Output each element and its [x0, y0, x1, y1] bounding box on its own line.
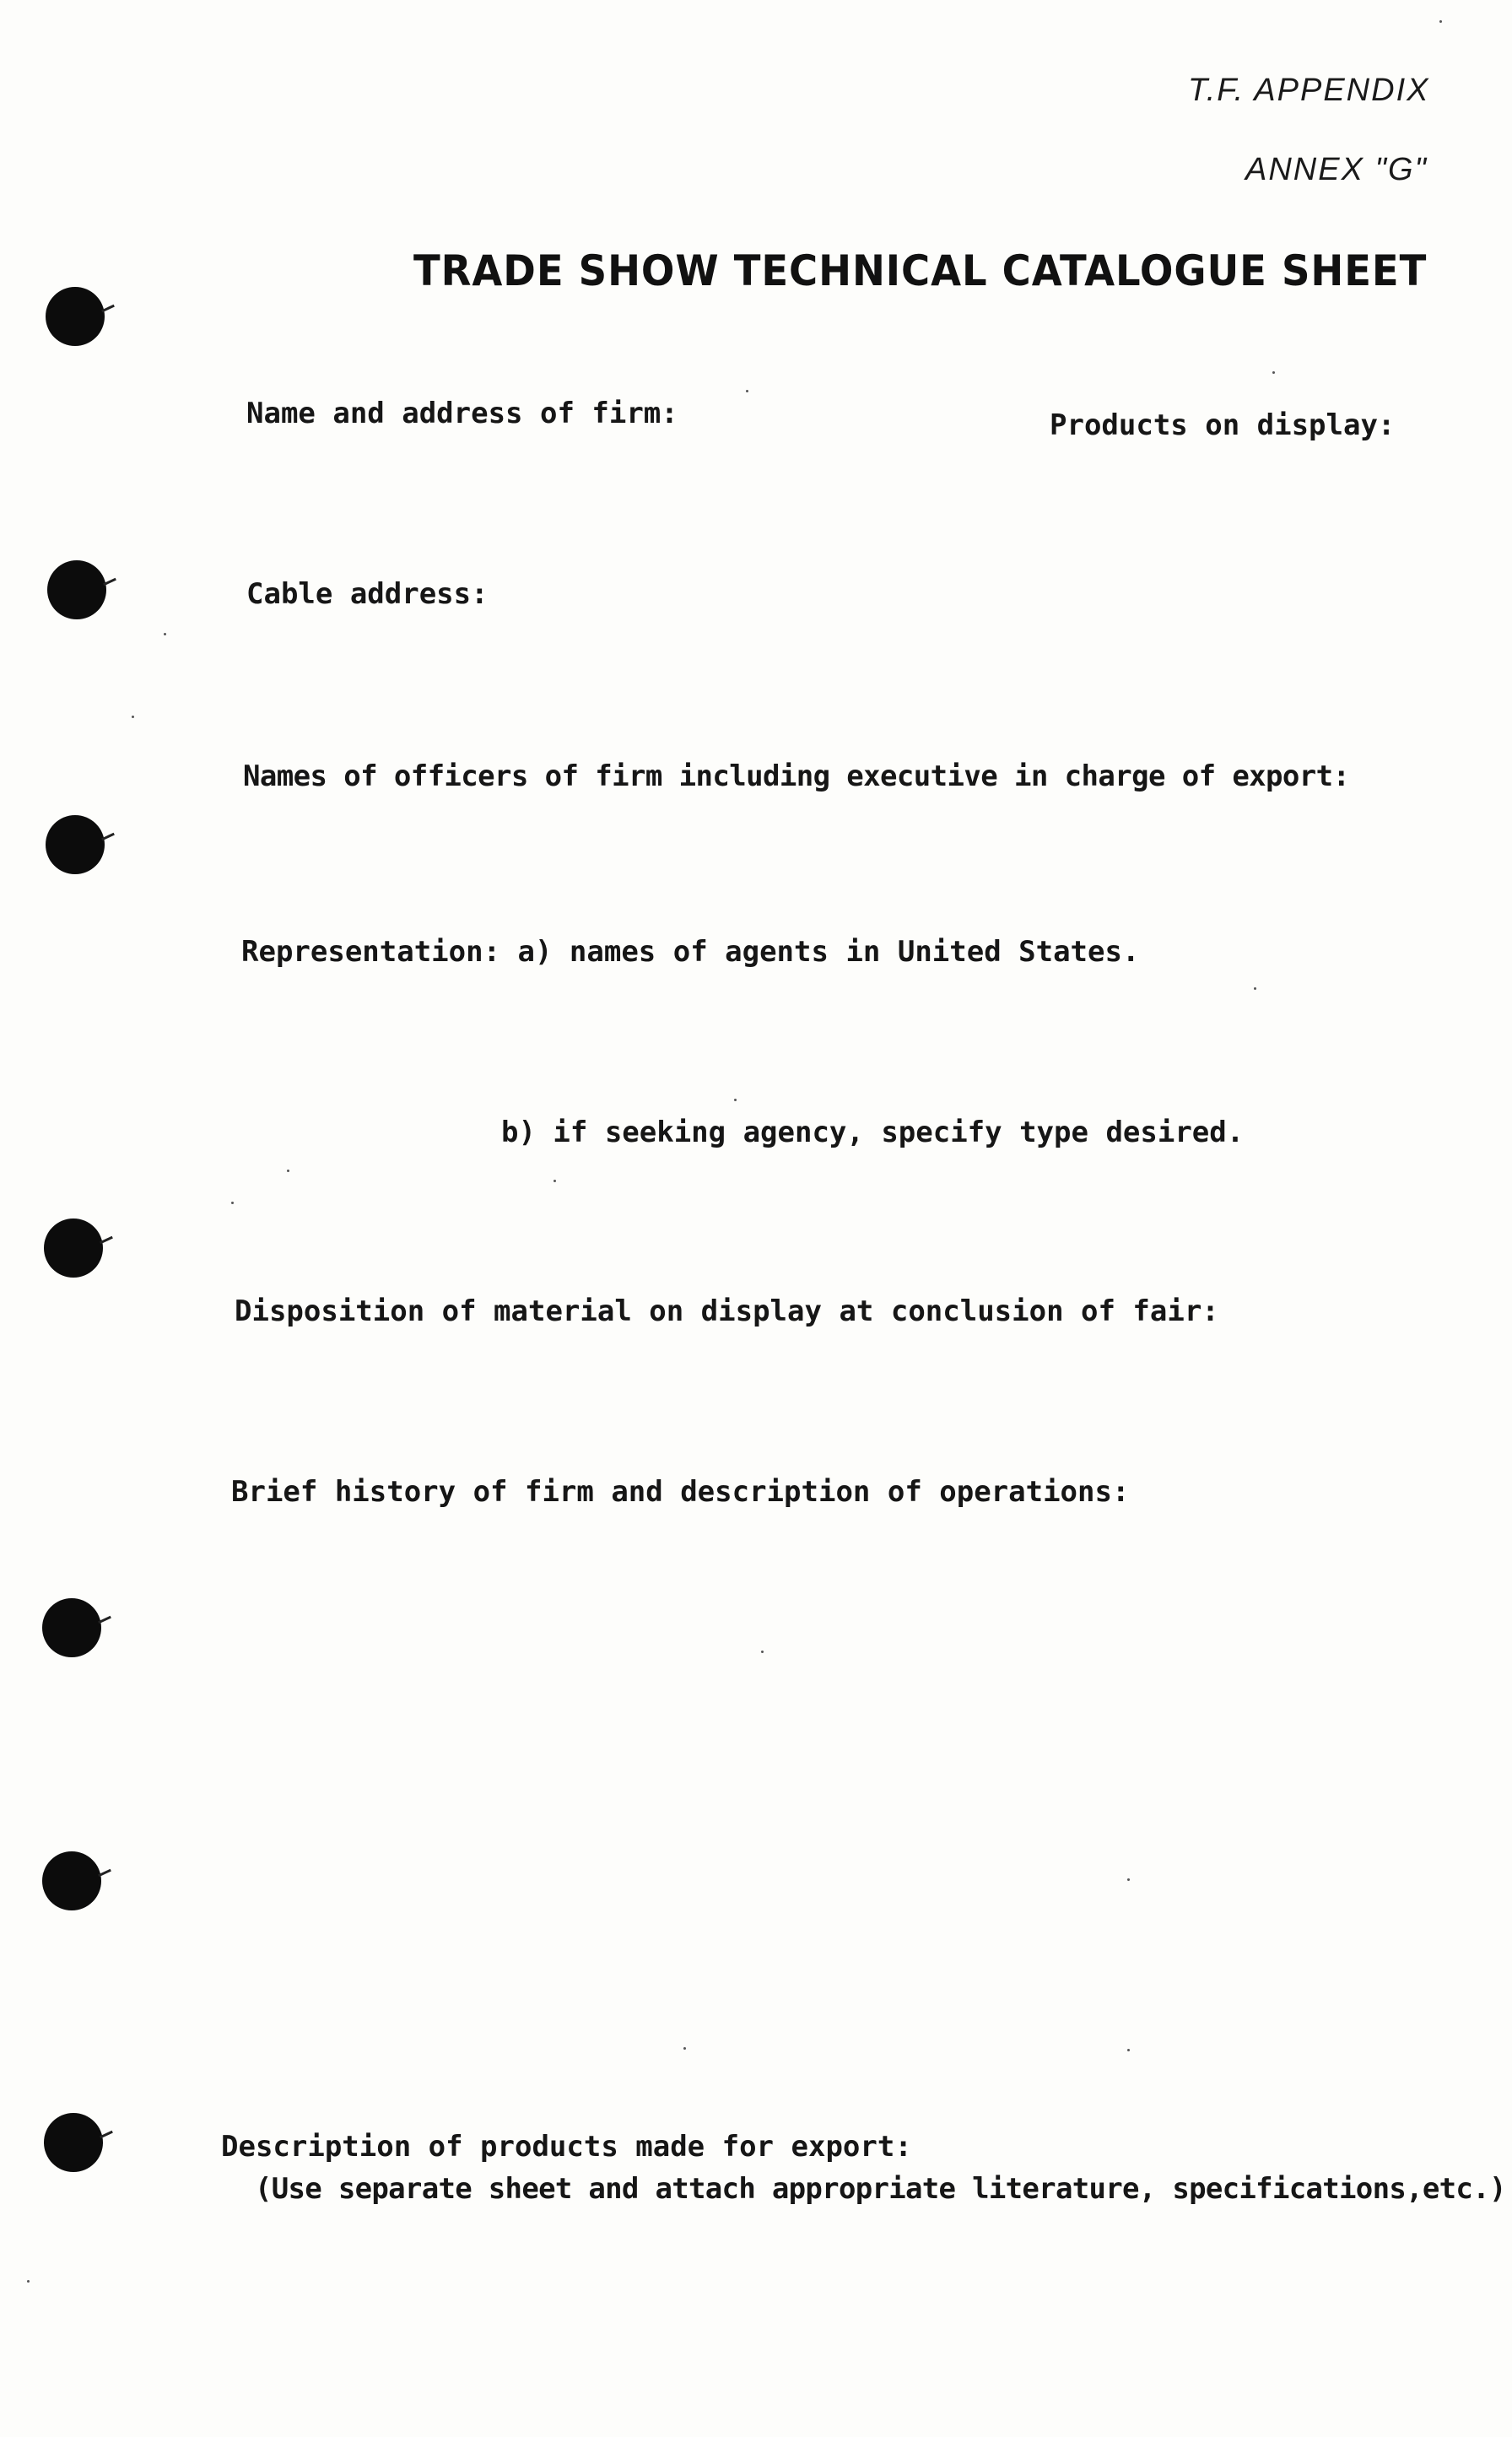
scan-speck [1254, 987, 1256, 990]
scan-speck [734, 1099, 737, 1101]
products-on-display-label: Products on display: [1050, 408, 1396, 442]
scan-speck [1439, 20, 1442, 23]
appendix-label: T.F. APPENDIX [1188, 73, 1430, 108]
punch-hole-icon [47, 560, 106, 619]
punch-hole-icon [44, 2113, 103, 2172]
scan-speck [1127, 2049, 1130, 2051]
history-label: Brief history of firm and description of operations: [231, 1475, 1130, 1509]
punch-hole-icon [42, 1851, 101, 1910]
scan-speck [287, 1170, 289, 1172]
representation-b-label: b) if seeking agency, specify type desired. [501, 1116, 1245, 1149]
scan-speck [761, 1651, 764, 1653]
firm-name-label: Name and address of firm: [246, 397, 678, 430]
punch-hole-icon [44, 1218, 103, 1278]
punch-hole-icon [42, 1598, 101, 1657]
products-export-label: Description of products made for export: [221, 2130, 912, 2164]
page-title: TRADE SHOW TECHNICAL CATALOGUE SHEET [413, 246, 1428, 295]
scan-speck [231, 1202, 234, 1204]
scan-speck [27, 2280, 30, 2283]
cable-address-label: Cable address: [246, 577, 489, 611]
punch-hole-icon [46, 287, 105, 346]
officers-label: Names of officers of firm including executive in charge of export: [243, 759, 1350, 793]
scan-speck [554, 1180, 556, 1182]
annex-label: ANNEX "G" [1245, 152, 1428, 187]
scan-speck [132, 716, 134, 718]
scan-speck [164, 633, 166, 635]
products-export-note: (Use separate sheet and attach appropriate literature, specifications,etc.) [255, 2172, 1506, 2206]
representation-a-label: Representation: a) names of agents in United States. [241, 935, 1140, 969]
disposition-label: Disposition of material on display at conclusion of fair: [235, 1294, 1219, 1328]
scan-speck [683, 2047, 686, 2050]
scan-speck [746, 390, 748, 392]
scan-speck [1127, 1878, 1130, 1881]
scan-speck [1272, 371, 1275, 374]
punch-hole-icon [46, 815, 105, 874]
